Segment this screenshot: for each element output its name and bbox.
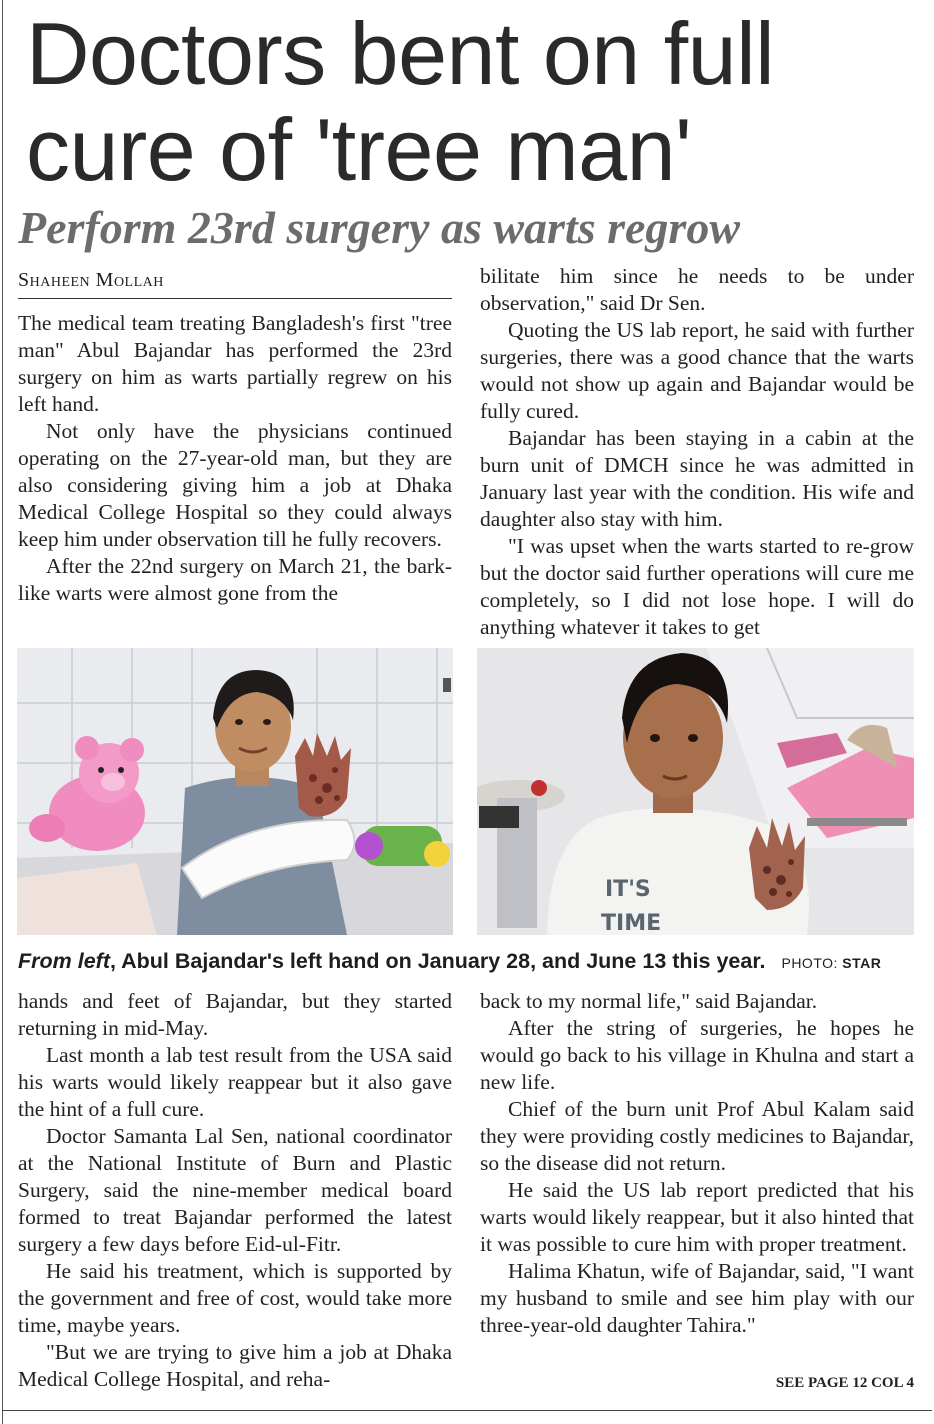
subheadline: Perform 23rd surgery as warts regrow xyxy=(18,202,741,253)
article-column-right-top xyxy=(480,263,914,641)
article-column-left-bottom xyxy=(18,988,452,1393)
left-column-rule xyxy=(2,0,3,1424)
bottom-rule xyxy=(2,1410,932,1411)
paragraph: After the 22nd surgery on March 21, the bark-like warts were almost gone from the xyxy=(18,554,452,605)
photo-caption xyxy=(18,946,918,978)
caption-text: , Abul Bajandar's left hand on January 28, and June 13 this year. xyxy=(109,949,766,973)
paragraph: Halima Khatun, wife of Bajandar, said, "I want my husband to smile and see him play with our three-year-old daughter Tahira." xyxy=(480,1259,914,1337)
byline: Shaheen Mollah xyxy=(18,268,452,299)
paragraph: bilitate him since he needs to be under observation," said Dr Sen. xyxy=(480,264,914,315)
paragraph: He said his treatment, which is supported by the government and free of cost, would take more time, maybe years. xyxy=(18,1259,452,1337)
headline-line-2: cure of 'tree man' xyxy=(26,100,692,199)
headline-line-1: Doctors bent on full xyxy=(26,4,775,103)
photo-june-illustration xyxy=(477,648,914,935)
photo-january-illustration xyxy=(17,648,453,935)
photo-credit-label: PHOTO: xyxy=(781,955,843,971)
shirt-text-2: TIME xyxy=(601,911,662,935)
paragraph: back to my normal life," said Bajandar. xyxy=(480,989,818,1013)
paragraph: "But we are trying to give him a job at Dhaka Medical College Hospital, and reha- xyxy=(18,1340,452,1391)
paragraph: Not only have the physicians continued operating on the 27-year-old man, but they are also considering giving him a job at Dhaka Medical College Hospital so they could always keep him under observation till he fully recovers. xyxy=(18,419,452,551)
caption-lead: From left xyxy=(18,949,110,973)
article-column-left-top xyxy=(18,310,452,607)
headline xyxy=(26,6,926,198)
paragraph: Quoting the US lab report, he said with further surgeries, there was a good chance that the warts would not show up again and Bajandar would be fully cured. xyxy=(480,318,914,423)
paragraph: Bajandar has been staying in a cabin at the burn unit of DMCH since he was admitted in January last year with the condition. His wife and daughter also stay with him. xyxy=(480,426,914,531)
paragraph: The medical team treating Bangladesh's first "tree man" Abul Bajandar has performed the 23rd surgery on him as warts partially regrew on his left hand. xyxy=(18,311,452,416)
paragraph: Chief of the burn unit Prof Abul Kalam said they were providing costly medicines to Bajandar, so the disease did not return. xyxy=(480,1097,914,1175)
paragraph: He said the US lab report predicted that his warts would likely reappear, but it also hinted that it was possible to cure him with proper treatment. xyxy=(480,1178,914,1256)
photo-credit-source: STAR xyxy=(842,955,882,971)
photo-credit xyxy=(781,955,881,971)
shirt-text-1: IT'S xyxy=(605,877,651,902)
photo-january xyxy=(17,648,453,935)
photo-june xyxy=(477,648,914,935)
paragraph: "I was upset when the warts started to re-grow but the doctor said further operations will cure me completely, so I did not lose hope. I will do anything whatever it takes to get xyxy=(480,534,914,639)
paragraph: hands and feet of Bajandar, but they started returning in mid-May. xyxy=(18,989,452,1040)
paragraph: Doctor Samanta Lal Sen, national coordinator at the National Institute of Burn and Plastic Surgery, said the nine-member medical board formed to treat Bajandar performed the latest surgery a few days before Eid-ul-Fitr. xyxy=(18,1124,452,1256)
paragraph: After the string of surgeries, he hopes he would go back to his village in Khulna and start a new life. xyxy=(480,1016,914,1094)
article-column-right-bottom xyxy=(480,988,914,1339)
paragraph: Last month a lab test result from the USA said his warts would likely reappear but it also gave the hint of a full cure. xyxy=(18,1043,452,1121)
jump-link[interactable]: SEE PAGE 12 COL 4 xyxy=(775,1375,914,1391)
